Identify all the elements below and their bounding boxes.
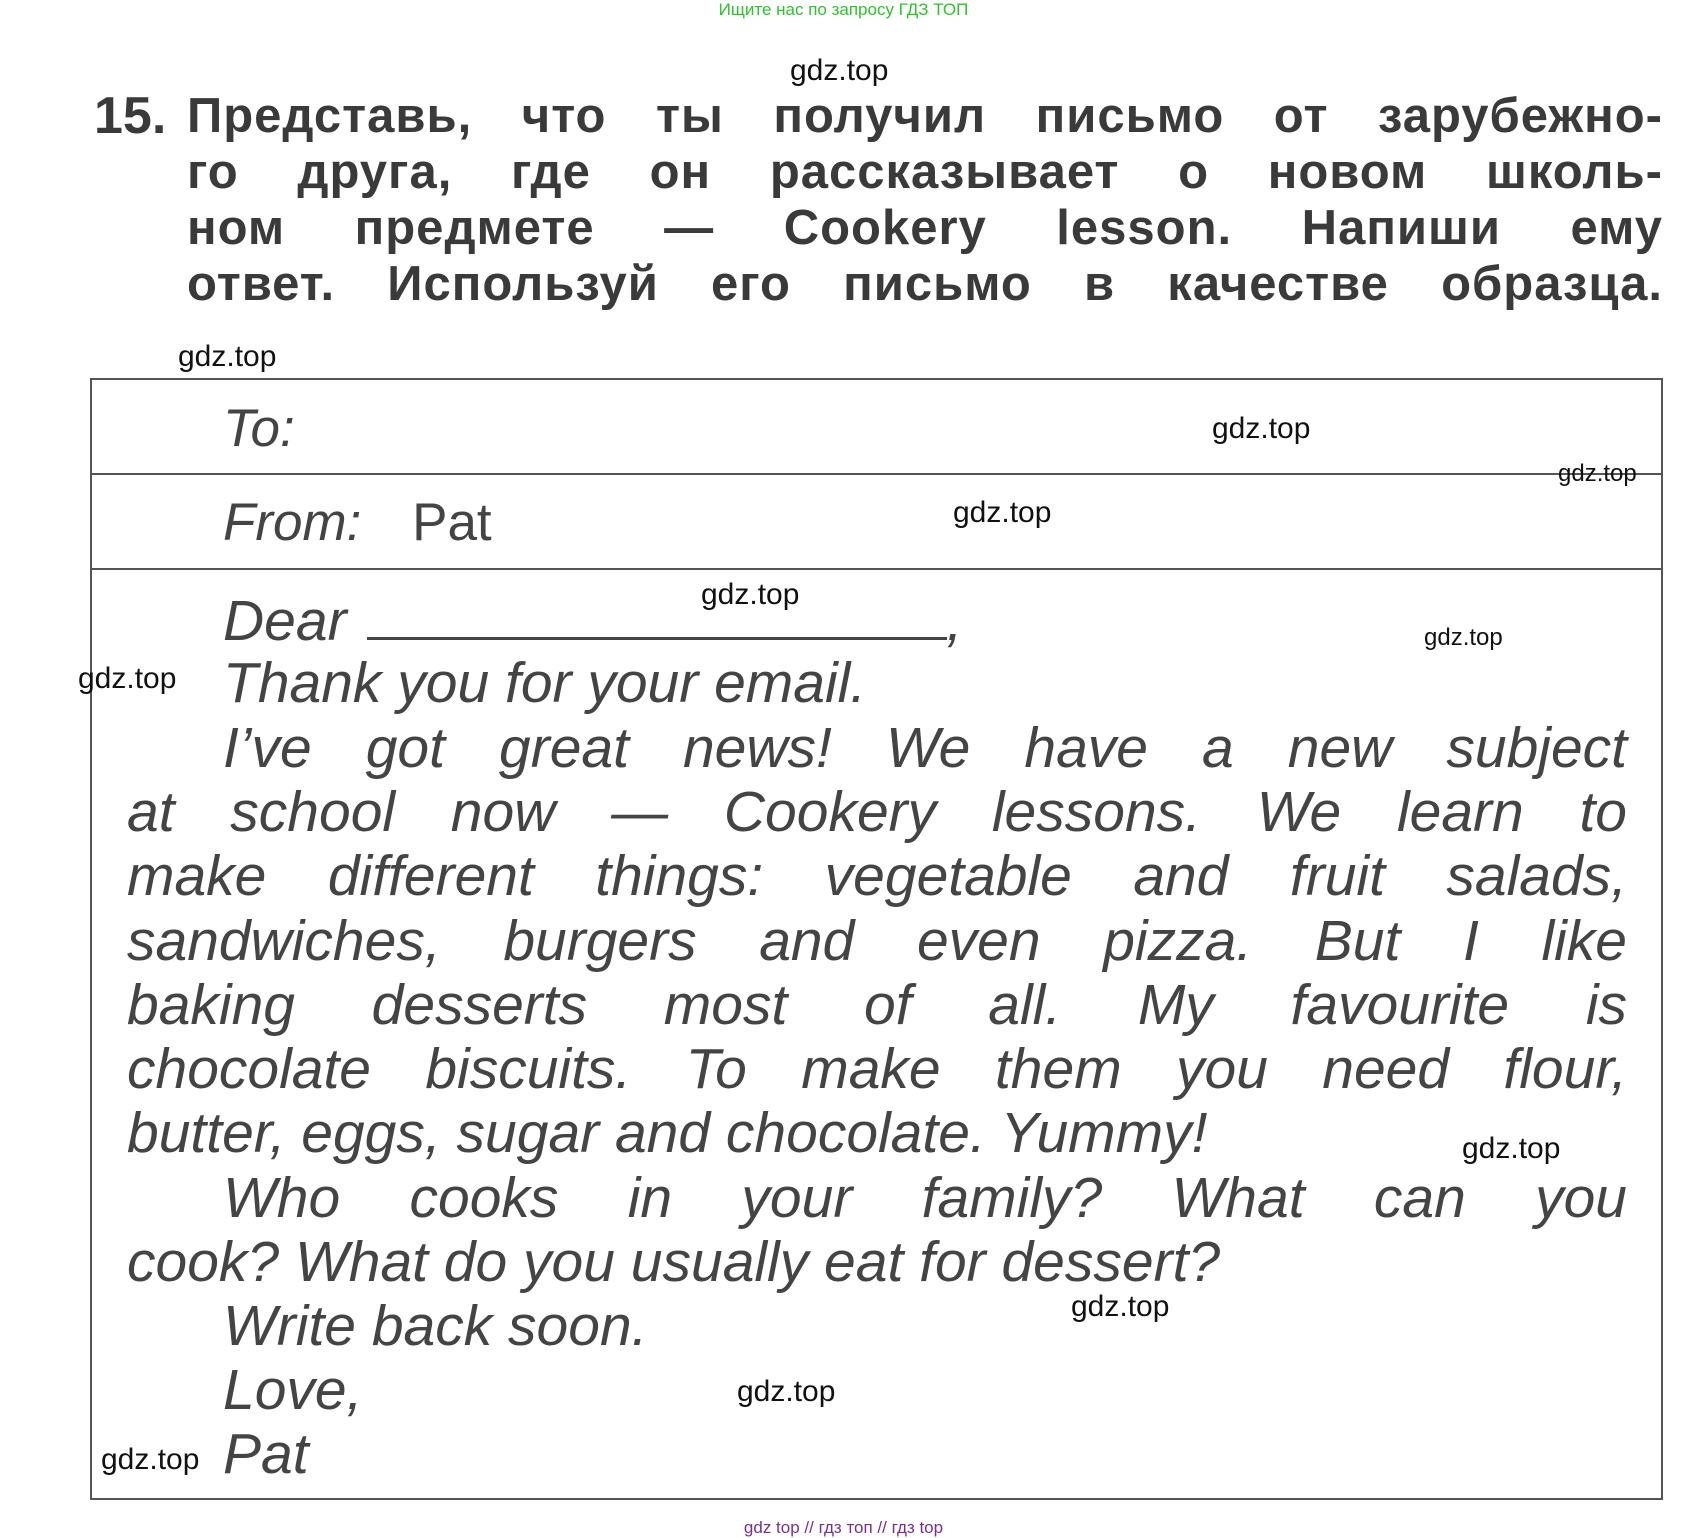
task-line-2: го друга, где он рассказывает о новом школь- bbox=[187, 145, 1663, 199]
letter-line-3: at school now — Cookery lessons. We learn to bbox=[127, 780, 1627, 844]
watermark: gdz.top bbox=[178, 340, 277, 373]
letter-line-5: sandwiches, burgers and even pizza. But I like bbox=[127, 909, 1627, 973]
watermark: gdz.top bbox=[1071, 1290, 1170, 1323]
greeting-dear: Dear bbox=[223, 589, 347, 653]
letter-line-2: I’ve got great news! We have a new subject bbox=[223, 716, 1627, 780]
bottom-banner: gdz top // гдз топ // гдз top bbox=[743, 1518, 944, 1537]
watermark: gdz.top bbox=[78, 662, 177, 695]
watermark: gdz.top bbox=[790, 54, 889, 87]
watermark: gdz.top bbox=[1424, 624, 1503, 651]
watermark: gdz.top bbox=[1462, 1132, 1561, 1165]
watermark: gdz.top bbox=[1212, 412, 1311, 445]
letter-line-7: chocolate biscuits. To make them you need flour, bbox=[127, 1037, 1627, 1101]
letter-line-8: butter, eggs, sugar and chocolate. Yummy! bbox=[127, 1101, 1208, 1165]
name-blank bbox=[367, 633, 947, 640]
top-banner: Ищите нас по запросу ГДЗ ТОП bbox=[718, 0, 969, 19]
task-line-4: ответ. Используй его письмо в качестве образца. bbox=[187, 257, 1663, 311]
from-divider bbox=[90, 568, 1663, 570]
watermark: gdz.top bbox=[1558, 460, 1637, 487]
task-line-3: ном предмете — Cookery lesson. Напиши ему bbox=[187, 201, 1663, 255]
task-line-1: Представь, что ты получил письмо от зарубежно- bbox=[187, 89, 1663, 143]
to-label: To: bbox=[223, 399, 295, 458]
letter-line-10: cook? What do you usually eat for dessert? bbox=[127, 1230, 1221, 1294]
letter-line-13: Pat bbox=[223, 1422, 309, 1486]
to-divider bbox=[90, 473, 1663, 475]
letter-line-11: Write back soon. bbox=[223, 1294, 648, 1358]
watermark: gdz.top bbox=[737, 1375, 836, 1408]
from-value: Pat bbox=[412, 493, 492, 552]
exercise-number: 15. bbox=[94, 87, 167, 145]
letter-line-6: baking desserts most of all. My favourite is bbox=[127, 973, 1627, 1037]
from-row bbox=[223, 492, 492, 553]
letter-line-9: Who cooks in your family? What can you bbox=[223, 1166, 1627, 1230]
greeting-comma: , bbox=[946, 589, 963, 653]
from-label: From: bbox=[223, 493, 362, 552]
letter-line-4: make different things: vegetable and fruit salads, bbox=[127, 844, 1627, 908]
letter-line-1: Thank you for your email. bbox=[223, 651, 867, 715]
watermark: gdz.top bbox=[953, 496, 1052, 529]
letter-line-12: Love, bbox=[223, 1358, 363, 1422]
greeting bbox=[223, 588, 962, 654]
watermark: gdz.top bbox=[101, 1443, 200, 1476]
watermark: gdz.top bbox=[701, 578, 800, 611]
